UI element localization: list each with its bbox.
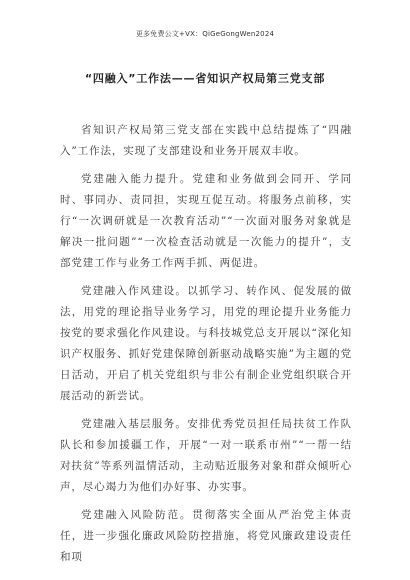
paragraph-style: 党建融入作风建设。以抓学习、转作风、促发展的做法，用党的理论指导业务学习，用党的理论提升业务能力按党的要求强化作风建设。与科技城党总支开展以“深化知识产权服务、抓好党建保障创新驱动战略实施”为主题的党日活动，开启了机关党组织与非公有制企业党组织联合开展活动的新尝试。 bbox=[60, 285, 352, 402]
document-title: “四融入”工作法——省知识产权局第三党支部 bbox=[84, 72, 326, 85]
paragraph-ability: 党建融入能力提升。党建和业务做到会同开、学同时、事同办、责同担，实现互促互动。将服务点前移，实行“一次调研就是一次教育活动”“一次面对服务对象就是解决一批问题”“一次检查活动就是一次能力的提升”，支部党建工作与业务工作两手抓、两促进。 bbox=[60, 173, 352, 269]
document-body bbox=[60, 120, 352, 575]
header-note: 更多免费公文+VX：QiGeGongWen2024 bbox=[135, 30, 275, 38]
paragraph-grassroots: 党建融入基层服务。安排优秀党员担任局扶贫工作队队长和参加援疆工作，开展“一对一联系市州”“一帮一结对扶贫”等系列温情活动，主动贴近服务对象和群众倾听心声，尽心竭力为他们办好事、办实事。 bbox=[60, 418, 352, 493]
paragraph-risk: 党建融入风险防范。贯彻落实全面从严治党主体责任，进一步强化廉政风险防控措施，将党风廉政建设责任和项 bbox=[60, 509, 352, 563]
paragraph-intro: 省知识产权局第三党支部在实践中总结提炼了“四融入”工作法，实现了支部建设和业务开展双丰收。 bbox=[60, 124, 352, 157]
